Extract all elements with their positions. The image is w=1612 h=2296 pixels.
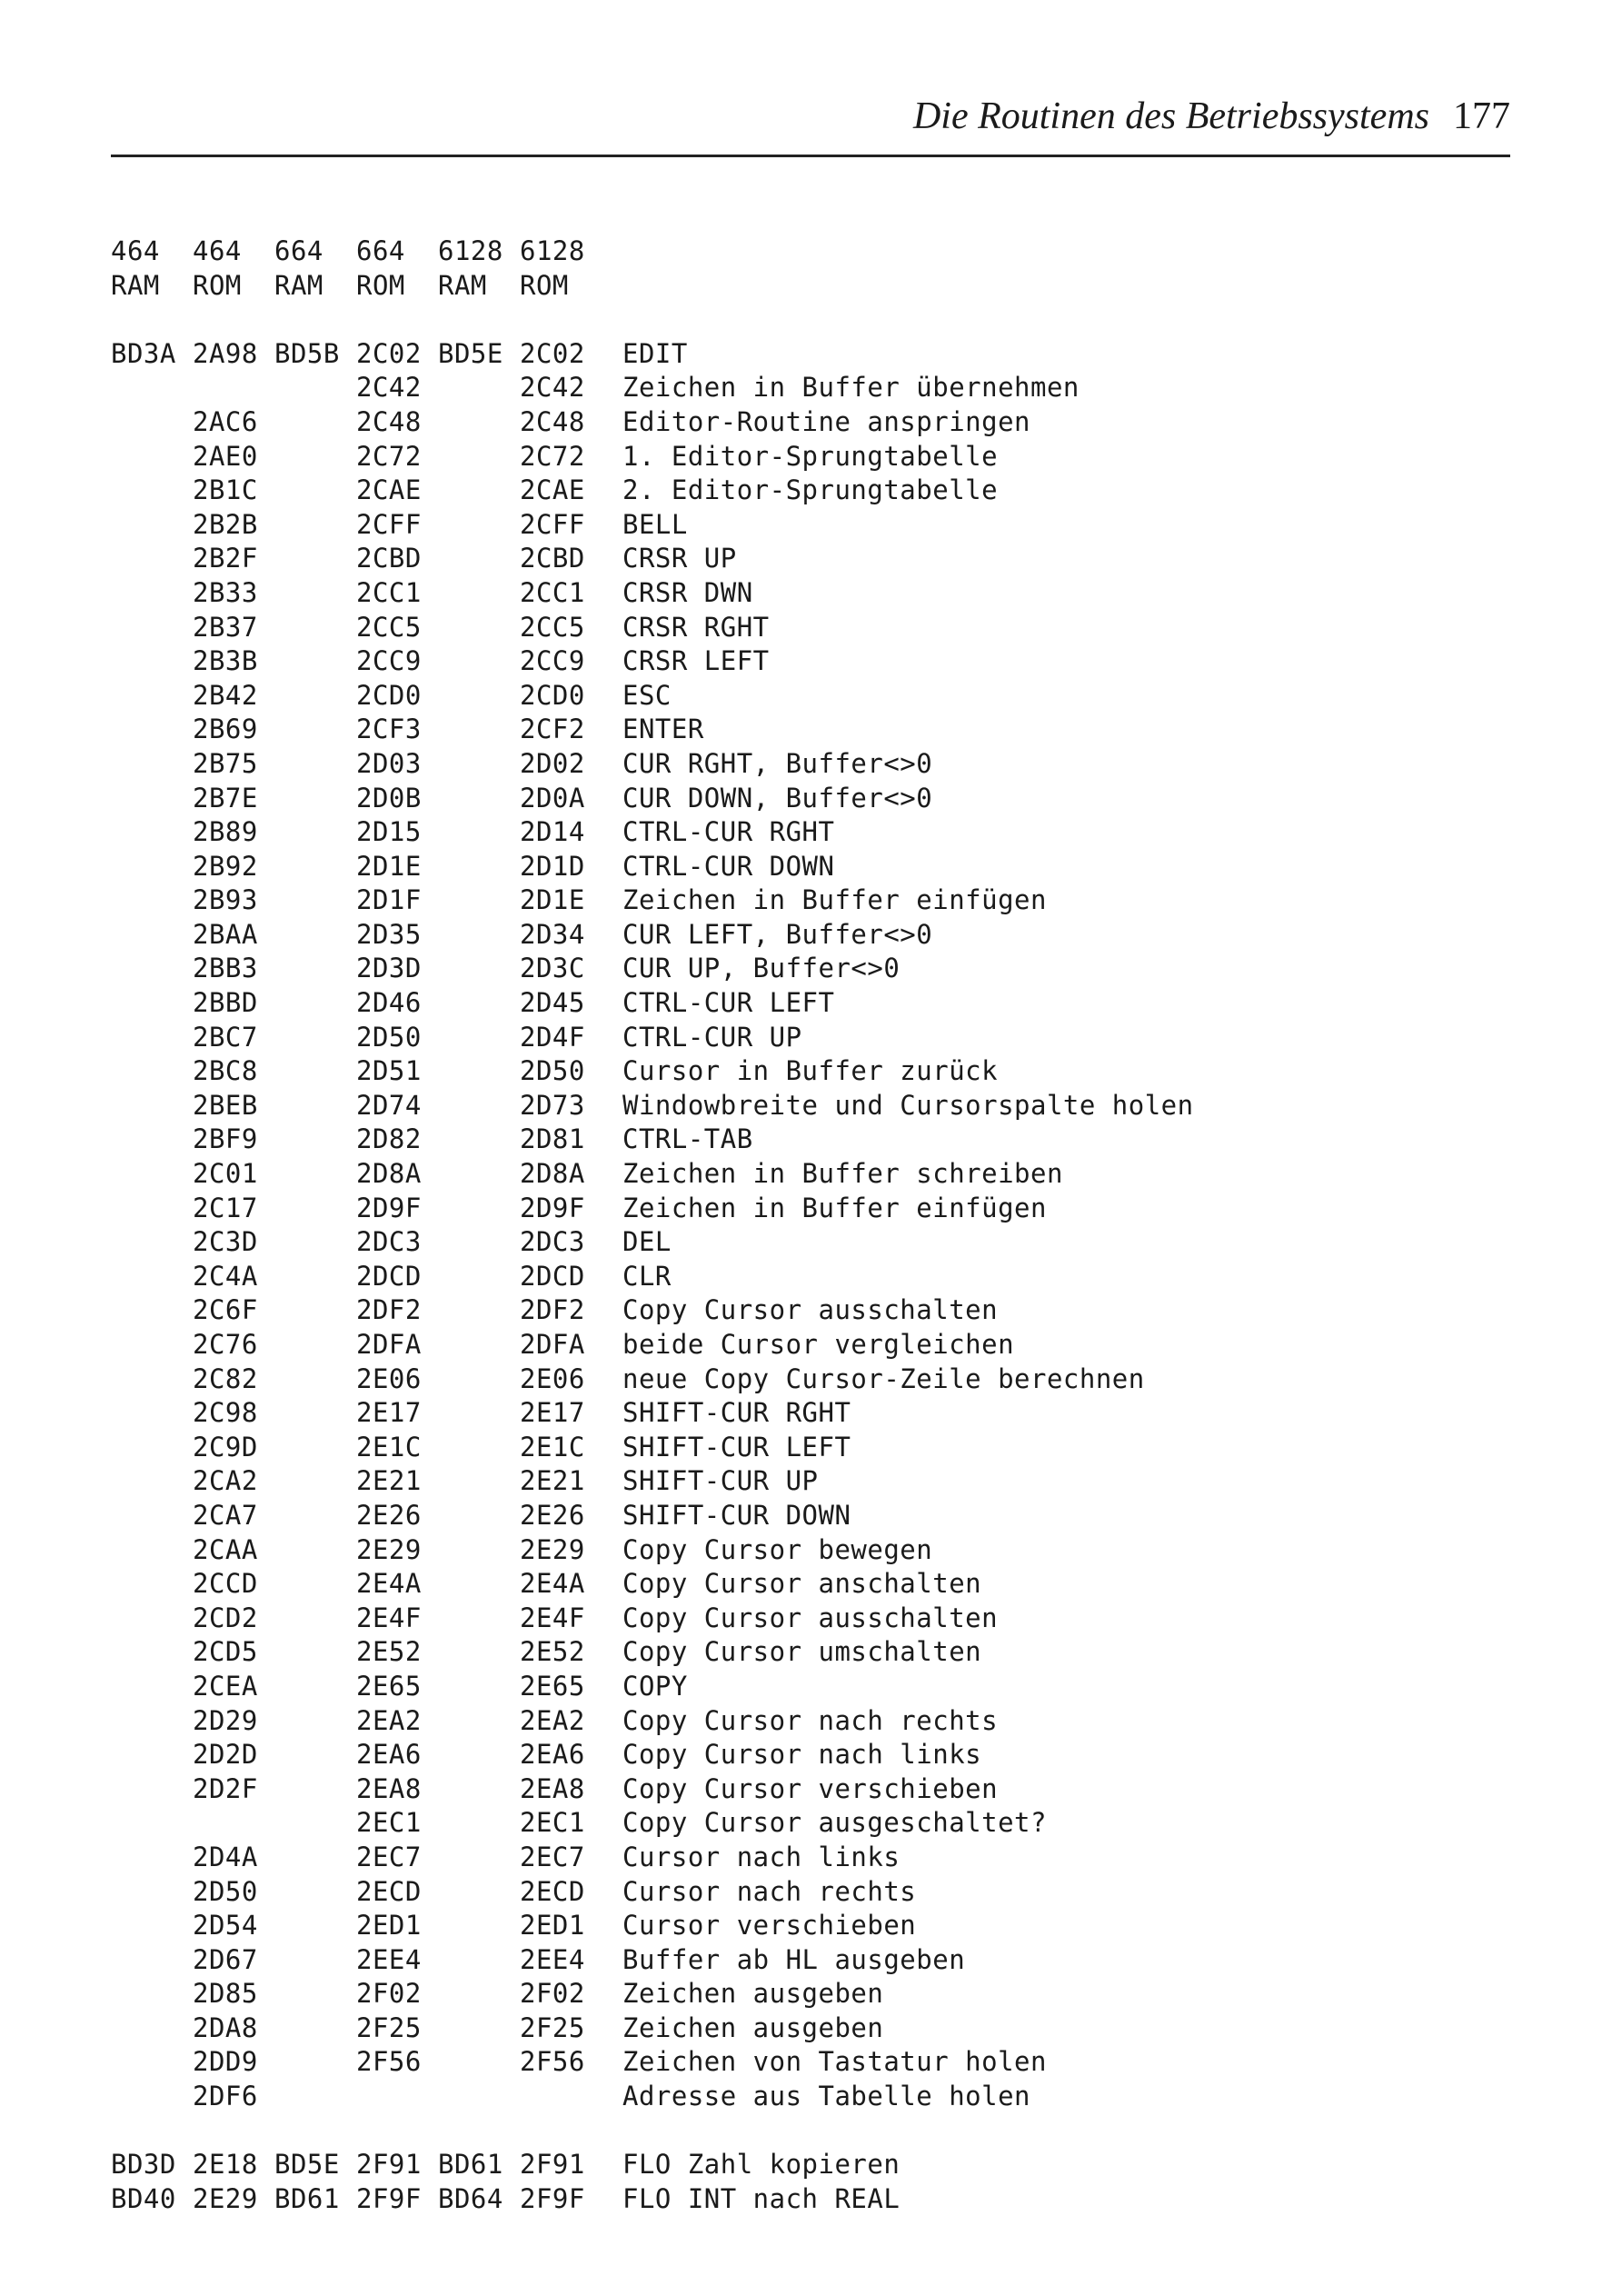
routine-description: 1. Editor-Sprungtabelle [622,440,999,472]
routine-description: SHIFT-CUR DOWN [622,1499,851,1531]
header-rule [111,155,1510,157]
addr-6128-rom: 2CF2 [520,714,585,745]
addr-6128-rom: 2D3C [520,953,585,984]
addr-6128-rom: 2F25 [520,2011,585,2043]
addr-664-rom: 2EC7 [356,1841,422,1872]
addr-664-rom: 2C02 [356,337,422,369]
addr-664-rom: 2CBD [356,543,422,574]
addr-664-rom: 2DC3 [356,1226,422,1258]
addr-6128-rom: 2D8A [520,1158,585,1190]
addr-6128-rom: 2F9F [520,2182,585,2214]
routine-description: Zeichen in Buffer einfügen [622,1192,1047,1223]
routine-description: Editor-Routine anspringen [622,405,1030,437]
addr-6128-rom: 2D02 [520,747,585,779]
addr-464-rom: 2B33 [193,576,258,608]
routine-description: Copy Cursor ausschalten [622,1602,999,1633]
addr-464-rom: 2CA7 [193,1499,258,1531]
addr-6128-rom: 2C48 [520,405,585,437]
addr-464-rom: 2C76 [193,1329,258,1360]
routine-description: FLO Zahl kopieren [622,2149,901,2181]
routine-description: CLR [622,1260,672,1292]
addr-6128-rom: 2E4F [520,1602,585,1633]
addr-464-rom: 2DA8 [193,2011,258,2043]
addr-664-rom: 2EA6 [356,1739,422,1771]
addr-664-rom: 2D1F [356,884,422,916]
addr-6128-rom: 2E65 [520,1670,585,1702]
routine-description: COPY [622,1670,688,1702]
addr-6128-rom: 2EC7 [520,1841,585,1872]
addr-6128-rom: 2E52 [520,1636,585,1668]
routine-description: neue Copy Cursor-Zeile berechnen [622,1363,1145,1394]
addr-664-rom: 2D8A [356,1158,422,1190]
addr-464-rom: 2BBD [193,987,258,1019]
routine-description: 2. Editor-Sprungtabelle [622,474,999,506]
addr-6128-rom: 2EA2 [520,1704,585,1736]
addr-664-rom: 2D51 [356,1055,422,1087]
column-header-type: RAM [438,269,487,301]
addr-6128-rom: 2D73 [520,1089,585,1121]
header-line [913,91,1510,142]
addr-6128-rom: 2D34 [520,918,585,950]
addr-464-rom: 2CD2 [193,1602,258,1633]
addr-664-rom: 2E21 [356,1465,422,1497]
routine-description: Zeichen in Buffer einfügen [622,884,1047,916]
addr-464-rom: 2D29 [193,1704,258,1736]
addr-6128-rom: 2CD0 [520,679,585,711]
addr-664-rom: 2E06 [356,1363,422,1394]
addr-464-rom: 2B2F [193,543,258,574]
addr-6128-rom: 2D45 [520,987,585,1019]
addr-664-rom: 2D03 [356,747,422,779]
addr-664-rom: 2ED1 [356,1910,422,1942]
addr-464-rom: 2C82 [193,1363,258,1394]
addr-464-rom: 2D67 [193,1943,258,1975]
routine-description: ESC [622,679,672,711]
routine-description: ENTER [622,714,704,745]
addr-664-rom: 2ECD [356,1875,422,1907]
addr-664-rom: 2D1E [356,850,422,882]
addr-464-rom: 2D2F [193,1772,258,1804]
routine-description: DEL [622,1226,672,1258]
routine-description: Copy Cursor ausschalten [622,1294,999,1326]
addr-6128-rom: 2E29 [520,1533,585,1565]
addr-464-rom: 2D2D [193,1739,258,1771]
addr-464-rom: 2DD9 [193,2046,258,2078]
addr-664-rom: 2E4A [356,1568,422,1600]
addr-464-rom: 2D50 [193,1875,258,1907]
addr-464-rom: 2BC7 [193,1021,258,1053]
routine-description: Cursor verschieben [622,1910,917,1942]
routine-description: Zeichen in Buffer übernehmen [622,372,1080,404]
routine-description: CRSR LEFT [622,645,770,677]
addr-664-ram: BD5B [274,337,340,369]
addr-664-rom: 2DF2 [356,1294,422,1326]
addr-664-ram: BD61 [274,2182,340,2214]
addr-6128-rom: 2EE4 [520,1943,585,1975]
addr-464-ram: BD3D [111,2149,176,2181]
routine-description: CUR RGHT, Buffer<>0 [622,747,933,779]
addr-464-rom: 2B37 [193,611,258,643]
addr-664-rom: 2DFA [356,1329,422,1360]
addr-664-rom: 2C48 [356,405,422,437]
addr-6128-ram: BD5E [438,337,503,369]
addr-664-ram: BD5E [274,2149,340,2181]
routine-description: Copy Cursor ausgeschaltet? [622,1807,1047,1839]
addr-664-rom: 2CAE [356,474,422,506]
routine-description: CTRL-CUR DOWN [622,850,835,882]
header-title: Die Routinen des Betriebssystems [912,95,1429,137]
addr-6128-rom: 2F02 [520,1978,585,2010]
addr-6128-rom: 2E1C [520,1431,585,1462]
routine-description: CRSR RGHT [622,611,770,643]
addr-6128-rom: 2CC1 [520,576,585,608]
routine-description: FLO INT nach REAL [622,2182,901,2214]
column-header-model: 6128 [520,235,585,266]
routine-description: Copy Cursor umschalten [622,1636,982,1668]
addr-664-rom: 2E17 [356,1397,422,1429]
addr-6128-rom: 2E4A [520,1568,585,1600]
addr-6128-ram: BD61 [438,2149,503,2181]
addr-464-rom: 2AE0 [193,440,258,472]
addr-6128-rom: 2D0A [520,782,585,814]
addr-464-rom: 2E29 [193,2182,258,2214]
addr-6128-rom: 2C42 [520,372,585,404]
routine-description: Cursor nach links [622,1841,901,1872]
addr-664-rom: 2F91 [356,2149,422,2181]
routine-description: Copy Cursor anschalten [622,1568,982,1600]
addr-464-rom: 2B92 [193,850,258,882]
column-header-type: RAM [274,269,323,301]
routine-description: Copy Cursor nach rechts [622,1704,999,1736]
routine-description: CTRL-CUR RGHT [622,816,835,848]
routine-description: Zeichen ausgeben [622,2011,884,2043]
addr-464-ram: BD40 [111,2182,176,2214]
addr-6128-rom: 2CC9 [520,645,585,677]
column-header-type: ROM [520,269,569,301]
addr-464-rom: 2B42 [193,679,258,711]
column-header-model: 664 [356,235,405,266]
addr-6128-rom: 2DFA [520,1329,585,1360]
addr-464-rom: 2D54 [193,1910,258,1942]
addr-6128-rom: 2D50 [520,1055,585,1087]
addr-6128-rom: 2DF2 [520,1294,585,1326]
addr-464-rom: 2DF6 [193,2081,258,2112]
addr-464-rom: 2AC6 [193,405,258,437]
addr-664-rom: 2E29 [356,1533,422,1565]
addr-464-rom: 2C98 [193,1397,258,1429]
addr-664-rom: 2EA2 [356,1704,422,1736]
addr-664-rom: 2CFF [356,508,422,540]
routine-description: beide Cursor vergleichen [622,1329,1015,1360]
routine-description: CUR DOWN, Buffer<>0 [622,782,933,814]
addr-464-rom: 2BF9 [193,1123,258,1155]
addr-6128-rom: 2E06 [520,1363,585,1394]
addr-464-rom: 2A98 [193,337,258,369]
addr-464-rom: 2D85 [193,1978,258,2010]
addr-6128-rom: 2DC3 [520,1226,585,1258]
addr-464-rom: 2B75 [193,747,258,779]
addr-464-rom: 2C6F [193,1294,258,1326]
addr-664-rom: 2EC1 [356,1807,422,1839]
addr-664-rom: 2CC1 [356,576,422,608]
addr-664-rom: 2CF3 [356,714,422,745]
routine-description: CRSR DWN [622,576,753,608]
addr-464-rom: 2B89 [193,816,258,848]
addr-664-rom: 2CD0 [356,679,422,711]
addr-664-rom: 2C42 [356,372,422,404]
addr-6128-rom: 2DCD [520,1260,585,1292]
addr-664-rom: 2D82 [356,1123,422,1155]
routine-description: CTRL-CUR LEFT [622,987,835,1019]
addr-464-rom: 2C01 [193,1158,258,1190]
addr-464-rom: 2B2B [193,508,258,540]
addr-464-rom: 2B7E [193,782,258,814]
addr-664-rom: 2D15 [356,816,422,848]
addr-464-rom: 2E18 [193,2149,258,2181]
addr-6128-rom: 2ED1 [520,1910,585,1942]
addr-6128-rom: 2E26 [520,1499,585,1531]
routine-description: Copy Cursor bewegen [622,1533,933,1565]
addr-664-rom: 2F56 [356,2046,422,2078]
column-header-type: ROM [356,269,405,301]
addr-664-rom: 2D9F [356,1192,422,1223]
addr-664-rom: 2D50 [356,1021,422,1053]
column-header-model: 464 [193,235,242,266]
addr-6128-ram: BD64 [438,2182,503,2214]
routine-description: Zeichen von Tastatur holen [622,2046,1047,2078]
running-header [111,91,1510,142]
addr-6128-rom: 2D1D [520,850,585,882]
addr-664-rom: 2DCD [356,1260,422,1292]
addr-6128-rom: 2CBD [520,543,585,574]
addr-664-rom: 2CC9 [356,645,422,677]
column-header-model: 6128 [438,235,503,266]
routine-description: BELL [622,508,688,540]
addr-6128-rom: 2D1E [520,884,585,916]
routine-description: Adresse aus Tabelle holen [622,2081,1030,2112]
addr-664-rom: 2D0B [356,782,422,814]
addr-6128-rom: 2C72 [520,440,585,472]
addr-664-rom: 2E1C [356,1431,422,1462]
routine-description: CUR UP, Buffer<>0 [622,953,901,984]
addr-464-rom: 2BAA [193,918,258,950]
addr-6128-rom: 2D14 [520,816,585,848]
routine-description: Copy Cursor nach links [622,1739,982,1771]
addr-6128-rom: 2C02 [520,337,585,369]
addr-464-rom: 2B69 [193,714,258,745]
column-header-type: RAM [111,269,160,301]
addr-464-rom: 2CCD [193,1568,258,1600]
routine-description: Windowbreite und Cursorspalte holen [622,1089,1194,1121]
addr-6128-rom: 2ECD [520,1875,585,1907]
addr-464-ram: BD3A [111,337,176,369]
addr-6128-rom: 2E17 [520,1397,585,1429]
addr-6128-rom: 2D81 [520,1123,585,1155]
addr-464-rom: 2C9D [193,1431,258,1462]
addr-664-rom: 2F9F [356,2182,422,2214]
addr-6128-rom: 2CAE [520,474,585,506]
addr-664-rom: 2F02 [356,1978,422,2010]
routine-description: SHIFT-CUR RGHT [622,1397,851,1429]
addr-464-rom: 2BC8 [193,1055,258,1087]
routine-description: Cursor nach rechts [622,1875,917,1907]
routine-description: SHIFT-CUR UP [622,1465,819,1497]
routine-description: SHIFT-CUR LEFT [622,1431,851,1462]
addr-464-rom: 2CA2 [193,1465,258,1497]
page-number: 177 [1453,95,1510,137]
routine-description: EDIT [622,337,688,369]
routine-description: CTRL-TAB [622,1123,753,1155]
addr-664-rom: 2D46 [356,987,422,1019]
addr-464-rom: 2C4A [193,1260,258,1292]
addr-6128-rom: 2CC5 [520,611,585,643]
routine-description: Cursor in Buffer zurück [622,1055,999,1087]
routine-description: Copy Cursor verschieben [622,1772,999,1804]
addr-664-rom: 2F25 [356,2011,422,2043]
addr-664-rom: 2EA8 [356,1772,422,1804]
column-header-model: 464 [111,235,160,266]
addr-464-rom: 2CD5 [193,1636,258,1668]
addr-6128-rom: 2EA6 [520,1739,585,1771]
addr-664-rom: 2E52 [356,1636,422,1668]
routine-description: CTRL-CUR UP [622,1021,802,1053]
routine-description: CRSR UP [622,543,737,574]
addr-464-rom: 2BEB [193,1089,258,1121]
addr-6128-rom: 2EA8 [520,1772,585,1804]
addr-664-rom: 2CC5 [356,611,422,643]
addr-664-rom: 2C72 [356,440,422,472]
addr-464-rom: 2B1C [193,474,258,506]
addr-464-rom: 2C3D [193,1226,258,1258]
addr-464-rom: 2BB3 [193,953,258,984]
column-header-type: ROM [193,269,242,301]
addr-6128-rom: 2E21 [520,1465,585,1497]
addr-664-rom: 2E65 [356,1670,422,1702]
addr-664-rom: 2E26 [356,1499,422,1531]
addr-6128-rom: 2F91 [520,2149,585,2181]
addr-464-rom: 2D4A [193,1841,258,1872]
addr-6128-rom: 2EC1 [520,1807,585,1839]
column-header-model: 664 [274,235,323,266]
addr-6128-rom: 2CFF [520,508,585,540]
addr-6128-rom: 2F56 [520,2046,585,2078]
routine-description: Zeichen in Buffer schreiben [622,1158,1063,1190]
addr-664-rom: 2EE4 [356,1943,422,1975]
addr-464-rom: 2B93 [193,884,258,916]
addr-6128-rom: 2D9F [520,1192,585,1223]
routine-description: Zeichen ausgeben [622,1978,884,2010]
addr-664-rom: 2D74 [356,1089,422,1121]
addr-464-rom: 2C17 [193,1192,258,1223]
addr-6128-rom: 2D4F [520,1021,585,1053]
addr-664-rom: 2D3D [356,953,422,984]
addr-464-rom: 2B3B [193,645,258,677]
routine-description: Buffer ab HL ausgeben [622,1943,966,1975]
addr-664-rom: 2D35 [356,918,422,950]
routine-description: CUR LEFT, Buffer<>0 [622,918,933,950]
addr-464-rom: 2CAA [193,1533,258,1565]
addr-464-rom: 2CEA [193,1670,258,1702]
addr-664-rom: 2E4F [356,1602,422,1633]
